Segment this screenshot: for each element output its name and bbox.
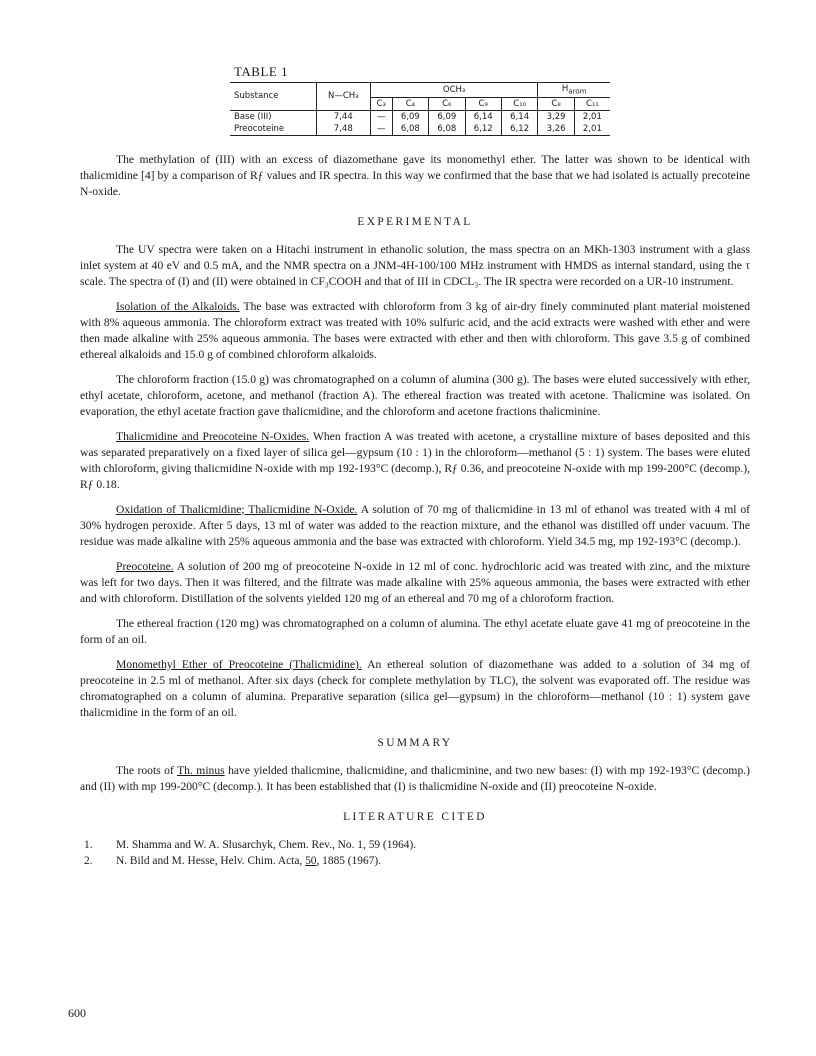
page-content (80, 60, 750, 869)
row-och3-c10: 6,12 (501, 123, 537, 136)
summary-paragraph (80, 763, 750, 795)
och3-col-c3: C₃ (370, 97, 392, 110)
summary-before: The roots of (116, 763, 178, 777)
row-och3-c6: 6,09 (429, 110, 465, 123)
intro-paragraph: The methylation of (III) with an excess of diazomethane gave its monomethyl ether. The latter was shown to be identical with thalicmidine [4] by a comparison of Rƒ values and IR spectra. In this way we confirmed that the base that we had isolated is actually precoteine N-oxide. (80, 152, 750, 198)
preocoteine-title: Preocoteine. (116, 559, 174, 573)
list-item (84, 837, 750, 853)
row-harom-c8: 3,26 (538, 123, 574, 136)
row-harom-c11: 2,01 (574, 123, 610, 136)
oxidation-title: Oxidation of Thalicmidine; Thalicmidine N-Oxide. (116, 502, 358, 516)
ethereal-paragraph: The ethereal fraction (120 mg) was chromatographed on a column of alumina. The ethyl acetate eluate gave 41 mg of preocoteine in the form of an oil. (80, 616, 750, 646)
summary-after: have yielded thalicmine, thalicmidine, and thalicminine, and two new bases: (I) with mp 192-193°C (decomp.) and (II) with mp 199-200°C (decomp.). It has been established that (I) is thalicmidine N-oxide and (II) preocoteine N-oxide. (80, 763, 750, 793)
reference-list (84, 837, 750, 869)
och3-col-c4: C₄ (392, 97, 428, 110)
row-och3-c3: — (370, 123, 392, 136)
monomethyl-text: An ethereal solution of diazomethane was added to a solution of 34 mg of preocoteine in 2.5 ml of methanol. After six days (check for complete methylation by TLC), the solvent was evaporated off. The residue was chromatographed on a column of alumina. Preparative separation (silica gel—gypsum) in the chloroform—methanol (10 : 1) system gave thalicmidine in the form of an oil. (80, 657, 750, 719)
isolation-title: Isolation of the Alkaloids. (116, 299, 240, 313)
reference-volume: 50 (305, 854, 317, 867)
row-och3-c4: 6,08 (392, 123, 428, 136)
harom-header (538, 83, 610, 98)
noxides-paragraph (80, 429, 750, 493)
harom-h: H (561, 84, 569, 94)
summary-heading: SUMMARY (377, 736, 453, 749)
och3-header: OCH₃ (370, 83, 538, 98)
row-harom-c11: 2,01 (574, 110, 610, 123)
page-number: 600 (68, 1006, 86, 1020)
row-substance: Base (III) (234, 111, 272, 122)
och3-col-c6: C₆ (429, 97, 465, 110)
row-harom-c8: 3,29 (538, 110, 574, 123)
chloroform-paragraph: The chloroform fraction (15.0 g) was chromatographed on a column of alumina (300 g). The bases were eluted successively with ether, ethyl acetate, chloroform, acetone, and methanol (fraction A). The ethereal fraction was treated with acetone. Thalicmine was isolated. On evaporation, the ethyl acetate fraction gave thalicmidine, and the chloroform and acetone fractions thalicminine. (80, 372, 750, 418)
oxidation-paragraph (80, 502, 750, 550)
reference-number: 1. (84, 838, 93, 851)
row-och3-c6: 6,08 (429, 123, 465, 136)
reference-number: 2. (84, 854, 93, 867)
och3-col-c10: C₁₀ (501, 97, 537, 110)
table-row (230, 123, 610, 136)
table-1 (230, 64, 610, 136)
substance-header: Substance (230, 83, 316, 111)
row-och3-c4: 6,09 (392, 110, 428, 123)
row-och3-c9: 6,12 (465, 123, 501, 136)
experimental-heading: EXPERIMENTAL (357, 215, 473, 228)
isolation-paragraph (80, 299, 750, 363)
reference-pages: , 1885 (1967). (316, 854, 382, 867)
nmr-table (230, 82, 610, 136)
reference-citation: N. Bild and M. Hesse, Helv. Chim. Acta, (116, 854, 306, 867)
noxides-text: When fraction A was treated with acetone, a crystalline mixture of bases deposited and this was separated preparatively on a fixed layer of silica gel—gypsum (10 : 1) in the chloroform—methanol (5 : 1) system. The bases were eluted with chloroform, giving thalicmidine N-oxide with mp 192-193°C (decomp.), Rƒ 0.36, and preocoteine N-oxide with mp 199-200°C (decomp.), Rƒ 0.18. (80, 429, 750, 491)
row-och3-c9: 6,14 (465, 110, 501, 123)
oxidation-text: A solution of 70 mg of thalicmidine in 13 ml of ethanol was treated with 4 ml of 30% hydrogen peroxide. After 5 days, 13 ml of water was added to the reaction mixture, and the ethanol was distilled off under vacuum. The residue was made alkaline with 25% aqueous ammonia and the base was extracted with chloroform. Yield 34.5 mg, mp 192-193°C (decomp.). (80, 502, 751, 548)
literature-heading: LITERATURE CITED (343, 810, 487, 823)
list-item (84, 853, 750, 869)
preocoteine-text: A solution of 200 mg of preocoteine N-oxide in 12 ml of conc. hydrochloric acid was treated with zinc, and the mixture was left for two days. Then it was filtered, and the filtrate was made alkaline with 25% aqueous ammonia, the bases were extracted with ether and with chloroform. Distillation of the solvents yielded 120 mg of an ethereal and 70 mg of a chloroform fraction. (80, 559, 750, 605)
harom-col-c11: C₁₁ (574, 97, 610, 110)
reference-text (116, 837, 416, 853)
isolation-text: The base was extracted with chloroform from 3 kg of air-dry finely comminuted plant material moistened with 8% aqueous ammonia. The chloroform extract was treated with 10% sulfuric acid, and the acid extracts were washed with ether and were then made alkaline with 25% aqueous ammonia. The bases were extracted with ether and then with chloroform. This gave 3.5 g of combined ethereal alkaloids and 15.0 g of combined chloroform alkaloids. (80, 299, 750, 361)
table-title: TABLE 1 (234, 64, 289, 79)
row-substance: Preocoteine (230, 123, 316, 136)
reference-citation: M. Shamma and W. A. Slusarchyk, Chem. Rev., No. 1, 59 (1964). (116, 838, 417, 851)
och3-col-c9: C₉ (465, 97, 501, 110)
monomethyl-paragraph (80, 657, 750, 721)
row-nch3: 7,44 (316, 110, 370, 123)
summary-species: Th. minus (177, 763, 225, 777)
row-och3-c3: — (370, 110, 392, 123)
instruments-paragraph: The UV spectra were taken on a Hitachi instrument in ethanolic solution, the mass spectra on an MKh-1303 instrument with a glass inlet system at 40 eV and 0.5 mA, and the NMR spectra on a JNM-4H-100/100 MHz instrument with HMDS as internal standard, using the τ scale. The spectra of (I) and (II) were obtained in CF₃COOH and that of III in CDCL₃. The IR spectra were recorded on a UR-10 instrument. (80, 242, 750, 288)
row-nch3: 7,48 (316, 123, 370, 136)
preocoteine-paragraph (80, 559, 750, 607)
row-och3-c10: 6,14 (501, 110, 537, 123)
reference-text (116, 853, 381, 869)
noxides-title: Thalicmidine and Preocoteine N-Oxides. (116, 429, 310, 443)
harom-col-c8: C₈ (538, 97, 574, 110)
table-row (230, 110, 610, 123)
article-body (80, 152, 750, 825)
harom-sub: arom (568, 86, 587, 96)
nch3-header: N—CH₃ (316, 83, 370, 111)
monomethyl-title: Monomethyl Ether of Preocoteine (Thalicmidine). (116, 657, 362, 671)
